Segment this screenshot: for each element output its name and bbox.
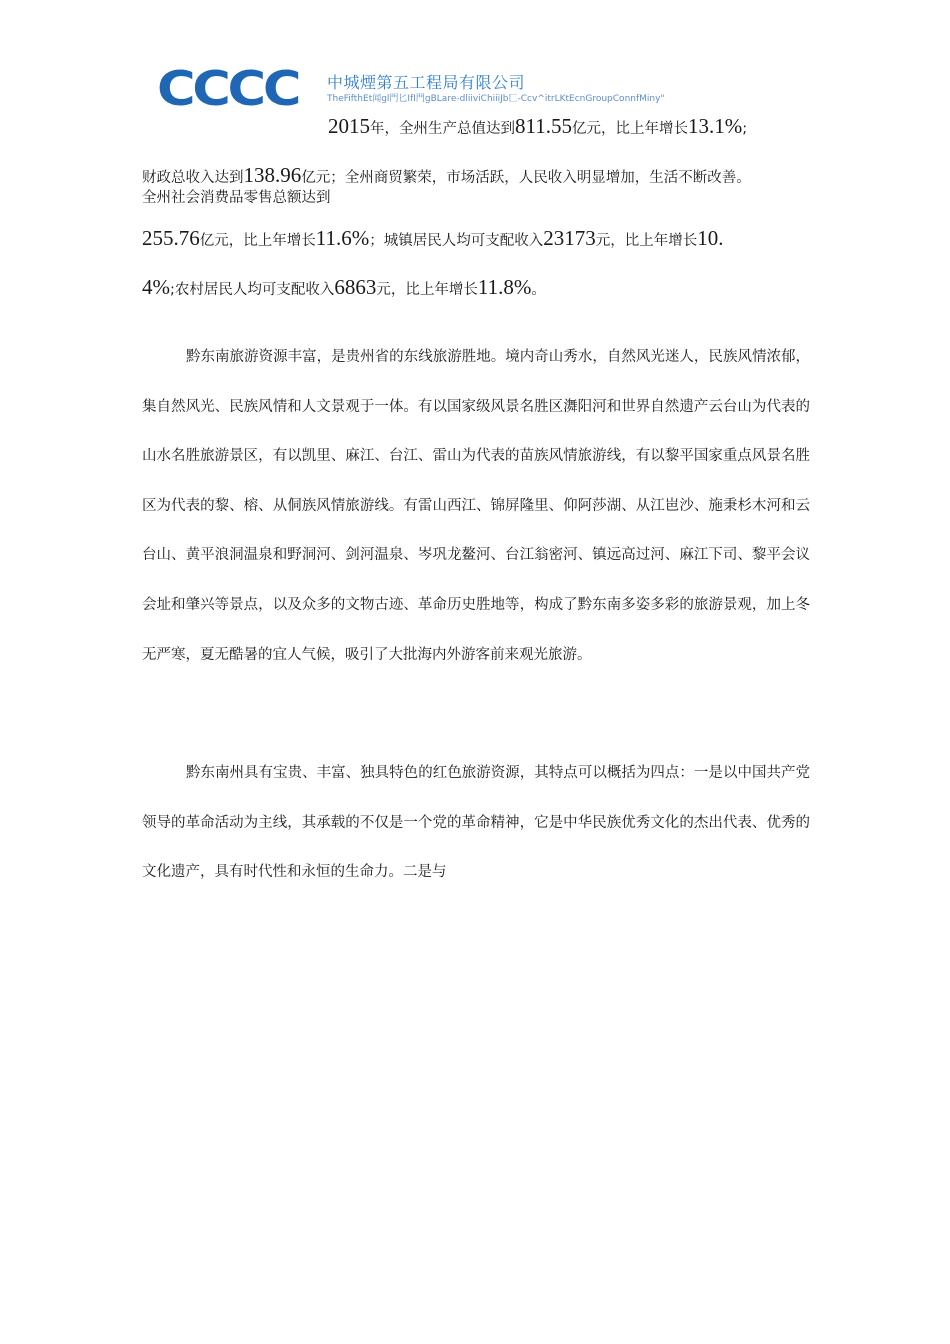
stats-line-5: 4%;农村居民人均可支配收入6863元，比上年增长11.8%。 [142, 275, 546, 299]
stats-line-1: 2015年，全州生产总值达到811.55亿元，比上年增长13.1%; [328, 114, 748, 138]
company-logo: CCCC [157, 62, 299, 117]
paragraph-tourism: 黔东南旅游资源丰富，是贵州省的东线旅游胜地。境内奇山秀水，自然风光迷人，民族风情浓郁，集自然风光、民族风情和人文景观于一体。有以国家级风景名胜区㵲阳河和世界自然遗产云台山为代表的山水名胜旅游景区，有以凯里、麻江、台江、雷山为代表的苗族风情旅游线，有以黎平国家重点风景名胜区为代表的黎、榕、从侗族风情旅游线。有雷山西江、锦屏隆里、仰阿莎湖、从江岜沙、施秉杉木河和云台山、黄平浪洞温泉和野洞河、剑河温泉、岑巩龙鳌河、台江翁密河、镇远高过河、麻江下司、黎平会议会址和肇兴等景点，以及众多的文物古迹、革命历史胜地等，构成了黔东南多姿多彩的旅游景观，加上冬无严寒，夏无酷暑的宜人气候，吸引了大批海内外游客前来观光旅游。 [142, 349, 810, 663]
stats-line-3: 全州社会消费品零售总额达到 [142, 190, 331, 206]
letterhead [157, 62, 797, 117]
paragraph-red-tourism: 黔东南州具有宝贵、丰富、独具特色的红色旅游资源，其特点可以概括为四点：一是以中国共产党领导的革命活动为主线，其承载的不仅是一个党的革命精神，它是中华民族优秀文化的杰出代表、优秀的文化遗产，具有时代性和永恒的生命力。二是与 [142, 765, 810, 881]
company-name-cn: 中城煙第五工程局有限公司 [327, 73, 526, 92]
stats-line-2: 财政总收入达到138.96亿元；全州商贸繁荣，市场活跃，人民收入明显增加，生活不断改善。 [142, 163, 751, 187]
stats-line-4: 255.76亿元，比上年增长11.6%；城镇居民人均可支配收入23173元，比上年增长10. [142, 226, 724, 250]
company-name-en: TheFifthEt闻gl門匕IfI門gBLare-dliiviChiiiJb匚-Ccv^itrLKtEcnGroupConnfMiny" [327, 94, 665, 104]
